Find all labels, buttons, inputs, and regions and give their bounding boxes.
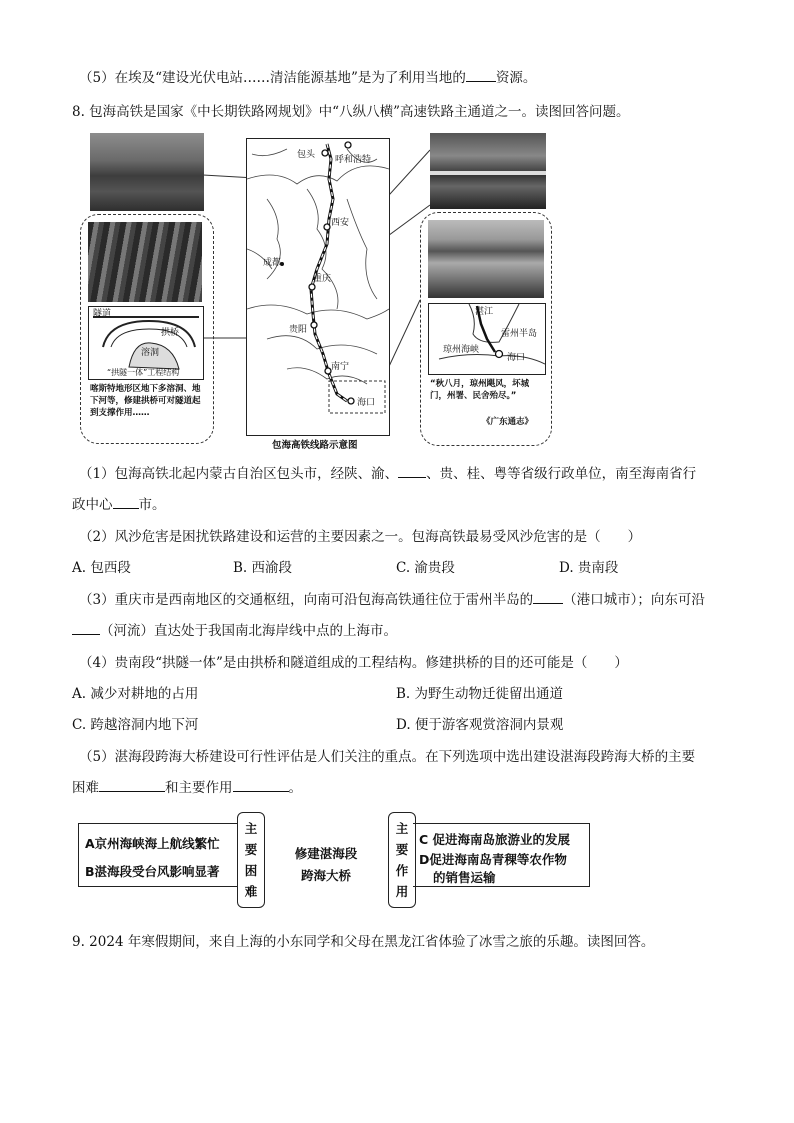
inset-map (428, 303, 546, 375)
city-baotou: 包头 (297, 150, 316, 160)
q8-4-stem: （4）贵南段“拱隧一体”是由拱桥和隧道组成的工程结构。修建拱桥的目的还可能是（ ） (79, 655, 628, 671)
city-huhehaote: 呼和浩特 (335, 155, 372, 165)
city-nanning: 南宁 (331, 362, 350, 372)
q8-3-line2: （河流）直达处于我国南北海岸线中点的上海市。 (72, 619, 397, 639)
diagram-center: 修建湛海段 跨海大桥 (294, 846, 358, 883)
q9-stem: 9. 2024 年寒假期间，来自上海的小东同学和父母在黑龙江省体验了冰雪之旅的乐趣。读图回答。 (72, 934, 655, 950)
q7-5-text: （5）在埃及“建设光伏电站……清洁能源基地”是为了利用当地的 资源。 (79, 70, 537, 86)
role-d[interactable]: D促进海南岛青稞等农作物 (419, 852, 567, 867)
qiongzhou-label: 琼州海峡 (443, 345, 480, 355)
city-guiyang: 贵阳 (289, 325, 308, 335)
tunnel-diagram (88, 306, 204, 380)
map-caption: 包海高铁线路示意图 (272, 440, 358, 451)
q8-4-option-d[interactable]: D. 便于游客观赏溶洞内景观 (396, 717, 564, 733)
q8-4-option-a[interactable]: A. 减少对耕地的占用 (72, 686, 199, 702)
q8-5-line2: 困难 和主要作用 。 (72, 780, 302, 796)
difficulties-box (78, 823, 242, 887)
q8-4-option-b[interactable]: B. 为野生动物迁徙留出通道 (396, 686, 564, 702)
structure-label: “拱隧一体”工程结构 (107, 368, 180, 377)
gazetteer-source: 《广东通志》 (482, 417, 534, 427)
cave-label: 溶洞 (141, 348, 160, 358)
city-haikou: 海口 (357, 398, 376, 408)
q8-1-line2: 政中心 市。 (72, 497, 166, 513)
city-chongqing: 重庆 (313, 274, 332, 284)
leizhou-label: 雷州半岛 (501, 329, 538, 339)
role-d-cont: 的销售运输 (433, 870, 496, 885)
q8-3-line1: （3）重庆市是西南地区的交通枢纽，向南可沿包海高铁通往位于雷州半岛的 （港口城市）；向东可沿 (79, 592, 705, 608)
difficulty-b[interactable]: B湛海段受台风影响显著 (85, 864, 220, 879)
route-map (246, 138, 390, 436)
inset-haikou: 海口 (507, 353, 526, 363)
q8-2-stem: （2）风沙危害是困扰铁路建设和运营的主要因素之一。包海高铁最易受风沙危害的是（ ） (79, 529, 642, 545)
karst-note: 喀斯特地形区地下多溶洞、地下河等，修建拱桥可对隧道起到支撑作用…… (90, 384, 201, 418)
roles-tag: 主 要 作 用 (388, 812, 416, 908)
karst-photo (88, 222, 202, 302)
roles-box (413, 823, 590, 887)
q8-2-option-b[interactable]: B. 西渝段 (233, 560, 293, 576)
gazetteer-quote: “秋八月，琼州飓风，坏城门，州署、民舍殆尽。” (430, 379, 530, 401)
q8-1-line1: （1）包海高铁北起内蒙古自治区包头市，经陕、渝、 、贵、桂、粤等省级行政单位，南至海南省行 (79, 466, 697, 482)
difficulties-tag: 主 要 困 难 (237, 812, 265, 908)
city-chengdu: 成都 (263, 258, 282, 268)
city-zhanjiang: 湛江 (475, 307, 494, 317)
tunnel-label: 隧道 (93, 309, 112, 319)
q8-2-option-d[interactable]: D. 贵南段 (559, 560, 619, 576)
role-c[interactable]: C 促进海南岛旅游业的发展 (419, 832, 571, 847)
q8-2-option-a[interactable]: A. 包西段 (72, 560, 131, 576)
bridge-photo (430, 133, 546, 209)
difficulty-a[interactable]: A京州海峡海上航线繁忙 (85, 836, 220, 851)
q8-2-option-c[interactable]: C. 渝贵段 (396, 560, 455, 576)
q8-stem: 8. 包海高铁是国家《中长期铁路网规划》中“八纵八横”高速铁路主通道之一。读图回答问题。 (72, 104, 630, 120)
q8-4-option-c[interactable]: C. 跨越溶洞内地下河 (72, 717, 199, 733)
city-xian: 西安 (331, 218, 350, 228)
arch-label: 拱桥 (161, 328, 180, 338)
q8-5-line1: （5）湛海段跨海大桥建设可行性评估是人们关注的重点。在下列选项中选出建设湛海段跨海大桥的主要 (79, 749, 696, 765)
desert-photo (90, 133, 204, 211)
port-photo (428, 220, 544, 298)
